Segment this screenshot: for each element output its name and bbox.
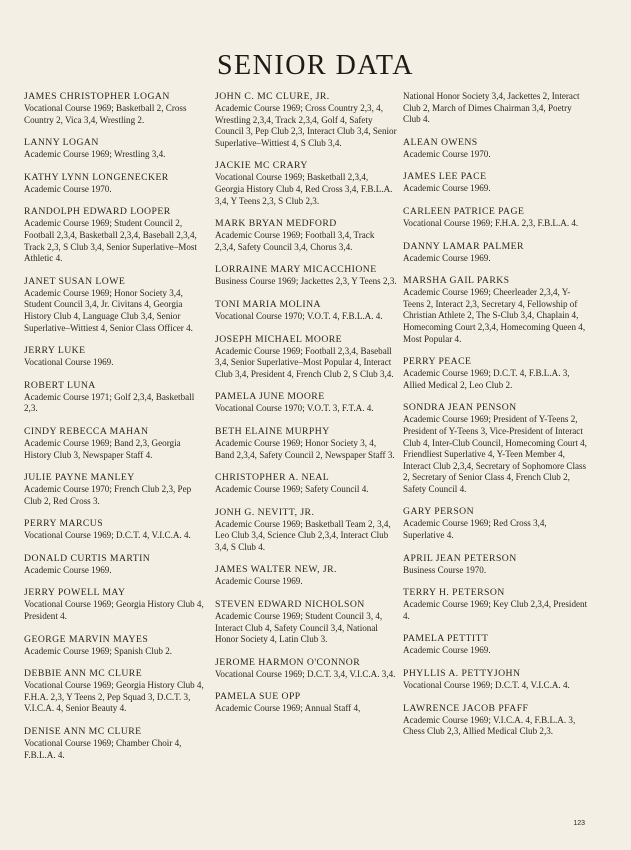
senior-name: PERRY PEACE	[403, 356, 472, 368]
senior-entry	[215, 426, 397, 461]
senior-name: ROBERT LUNA	[24, 379, 96, 391]
senior-entry	[215, 507, 397, 554]
senior-entry	[24, 137, 204, 161]
senior-entry	[24, 91, 204, 126]
senior-name: SONDRA JEAN PENSON	[403, 402, 517, 414]
senior-entry	[24, 206, 204, 264]
senior-description: Academic Course 1969; Safety Council 4.	[215, 484, 369, 495]
senior-description: Academic Course 1969; Wrestling 3,4.	[24, 149, 166, 160]
senior-name: JONH G. NEVITT, JR.	[215, 506, 315, 518]
senior-name: JANET SUSAN LOWE	[24, 275, 126, 287]
page-number: 123	[573, 820, 585, 827]
senior-entry	[215, 691, 397, 715]
senior-name: STEVEN EDWARD NICHOLSON	[215, 599, 365, 611]
senior-description: Academic Course 1969; Annual Staff 4,	[215, 703, 361, 714]
senior-name: PERRY MARCUS	[24, 518, 104, 530]
senior-name: JACKIE MC CRARY	[215, 160, 308, 172]
senior-description: Academic Course 1969.	[403, 252, 491, 263]
senior-name: DENISE ANN MC CLURE	[24, 726, 142, 738]
senior-entry	[215, 391, 397, 415]
senior-entry	[403, 275, 589, 345]
senior-entry	[24, 553, 204, 577]
senior-name: JERRY POWELL MAY	[24, 587, 126, 599]
senior-name: MARSHA GAIL PARKS	[403, 275, 510, 287]
senior-description: Academic Course 1969; Key Club 2,3,4, President 4.	[403, 599, 588, 621]
senior-description: Business Course 1970.	[403, 564, 487, 575]
senior-entry	[24, 587, 204, 622]
senior-name: APRIL JEAN PETERSON	[403, 552, 517, 564]
column-3	[403, 91, 589, 749]
senior-name: JOHN C. MC CLURE, JR.	[215, 91, 330, 102]
senior-name: TONI MARIA MOLINA	[215, 298, 321, 310]
senior-entry	[24, 172, 204, 196]
senior-name: JAMES WALTER NEW, JR.	[215, 564, 337, 576]
senior-name: PHYLLIS A. PETTYJOHN	[403, 668, 521, 680]
senior-entry	[215, 299, 397, 323]
senior-entry	[24, 518, 204, 542]
senior-description: Academic Course 1969; V.I.C.A. 4, F.B.L.A. 3, Chess Club 2,3, Allied Medical Club 2,3.	[403, 714, 576, 737]
senior-name: JOSEPH MICHAEL MOORE	[215, 333, 343, 345]
senior-entry	[24, 426, 204, 461]
senior-entry	[403, 703, 589, 738]
senior-description: Vocational Course 1970; V.O.T. 4, F.B.L.A. 4.	[215, 310, 383, 321]
senior-name: DANNY LAMAR PALMER	[403, 240, 524, 252]
senior-name: TERRY H. PETERSON	[403, 587, 505, 599]
senior-description: Vocational Course 1969; D.C.T. 4, V.I.C.A. 4.	[24, 530, 191, 541]
senior-description: Academic Course 1969; Honor Society 3, 4, Band 2,3,4, Safety Council 2, Newspaper Staff 3.	[215, 437, 395, 460]
senior-entry	[215, 657, 397, 681]
senior-description: Vocational Course 1970; V.O.T. 3, F.T.A. 4.	[215, 403, 374, 414]
senior-name: ALEAN OWENS	[403, 136, 478, 148]
senior-description: Academic Course 1969.	[403, 645, 491, 656]
senior-name: CINDY REBECCA MAHAN	[24, 425, 149, 437]
senior-name: RANDOLPH EDWARD LOOPER	[24, 206, 171, 218]
column-2	[215, 91, 397, 726]
senior-description: Business Course 1969; Jackettes 2,3, Y Teens 2,3.	[215, 276, 397, 287]
senior-entry	[24, 726, 204, 761]
senior-description: Academic Course 1969; President of Y-Teens 2, President of Y-Teens 3, Vice-President of Interact Club 4, Inter-Club Council, Homecoming Court 4, Friendliest Superlative 4, Y-Teen Member 4, Interact Club 2,3,4, Secretary of Sophomore Class 2, Secretary of Senior Class 4, French Club 2, Safety Council 4.	[403, 414, 587, 494]
senior-name: PAMELA JUNE MOORE	[215, 391, 325, 403]
senior-name: CARLEEN PATRICE PAGE	[403, 205, 525, 217]
senior-description: Academic Course 1969; Red Cross 3,4, Superlative 4.	[403, 518, 547, 541]
senior-name: PAMELA SUE OPP	[215, 691, 301, 703]
senior-name: DONALD CURTIS MARTIN	[24, 552, 151, 564]
senior-description: Academic Course 1969; Basketball Team 2, 3,4, Leo Club 3,4, Science Club 2,3,4, Interact Club 3,4, S Club 4.	[215, 518, 391, 552]
senior-description: Academic Course 1969.	[403, 183, 491, 194]
senior-description: Academic Course 1969.	[215, 576, 303, 587]
senior-description: Vocational Course 1969.	[24, 357, 114, 368]
senior-description: Academic Course 1970; French Club 2,3, Pep Club 2, Red Cross 3.	[24, 484, 192, 506]
senior-name: BETH ELAINE MURPHY	[215, 425, 330, 437]
senior-entry	[215, 218, 397, 253]
senior-entry	[403, 506, 589, 541]
senior-entry	[215, 564, 397, 588]
senior-entry	[403, 137, 589, 161]
senior-description: Vocational Course 1969; F.H.A. 2,3, F.B.L.A. 4.	[403, 217, 579, 228]
senior-entry	[403, 553, 589, 577]
senior-description: Vocational Course 1969; Chamber Choir 4, F.B.L.A. 4.	[24, 738, 182, 760]
senior-entry	[403, 241, 589, 265]
senior-entry	[215, 334, 397, 381]
senior-name: MARK BRYAN MEDFORD	[215, 218, 337, 230]
senior-entry	[215, 472, 397, 496]
senior-entry	[403, 356, 589, 391]
senior-entry	[403, 587, 589, 622]
senior-description: Academic Course 1969; Band 2,3, Georgia History Club 3, Newspaper Staff 4.	[24, 437, 181, 460]
senior-description: Vocational Course 1969; Georgia History Club 4, F.H.A. 2,3, Y Teens 2, Pep Squad 3, D.C.T. 3, V.I.C.A. 4, Senior Beauty 4.	[24, 680, 204, 714]
senior-entry	[403, 668, 589, 692]
senior-description: Academic Course 1969; D.C.T. 4, F.B.L.A. 3, Allied Medical 2, Leo Club 2.	[403, 368, 570, 390]
senior-name: GEORGE MARVIN MAYES	[24, 633, 149, 645]
senior-description: Academic Course 1969; Student Council 3, 4, Interact Club 4, Safety Council 3,4, National Honor Society 4, Latin Club 3.	[215, 611, 383, 645]
senior-entry	[403, 402, 589, 495]
senior-entry	[24, 472, 204, 507]
senior-name: KATHY LYNN LONGENECKER	[24, 171, 169, 183]
senior-name: JAMES CHRISTOPHER LOGAN	[24, 91, 170, 102]
senior-entry	[24, 276, 204, 334]
column-1	[24, 91, 204, 772]
senior-description: Academic Course 1969; Cheerleader 2,3,4, Y-Teens 2, Interact 2,3, Secretary 4, Fellowship of Christian Athlete 2, The S-Club 3,4, Chaplain 4, Homecoming Court 2,3,4, Homecoming Queen 4, Most Popular 4.	[403, 287, 586, 344]
senior-description: Vocational Course 1969; Basketball 2, Cross Country 2, Vica 3,4, Wrestling 2.	[24, 103, 187, 125]
page-title: SENIOR DATA	[216, 50, 415, 81]
senior-name: DEBBIE ANN MC CLURE	[24, 668, 143, 680]
senior-entry	[24, 668, 204, 715]
senior-name: JAMES LEE PACE	[403, 171, 487, 183]
senior-description: Academic Course 1969.	[24, 564, 112, 575]
senior-name: JERRY LUKE	[24, 345, 86, 357]
senior-description: Academic Course 1969; Honor Society 3,4, Student Council 3,4, Jr. Civitans 4, Georgia History Club 4, Language Club 3,4, Senior Superlative–Wittiest 4, Senior Class Officer 4.	[24, 287, 193, 333]
senior-description: Vocational Course 1969; D.C.T. 3,4, V.I.C.A. 3,4.	[215, 668, 396, 679]
senior-name: LAWRENCE JACOB PFAFF	[403, 702, 529, 714]
senior-entry	[403, 633, 589, 657]
senior-name: LANNY LOGAN	[24, 137, 99, 149]
senior-description: Academic Course 1969; Student Council 2, Football 2,3,4, Basketball 2,3,4, Baseball 2,3,4, Track 2,3, S Club 3,4, Senior Superlative–Most Athletic 4.	[24, 218, 197, 264]
senior-entry	[24, 380, 204, 415]
senior-entry	[403, 171, 589, 195]
senior-entry	[403, 91, 589, 126]
senior-description: Academic Course 1970.	[403, 148, 491, 159]
senior-name: LORRAINE MARY MICACCHIONE	[215, 264, 377, 276]
senior-description: Academic Course 1969; Football 2,3,4, Baseball 3,4, Senior Superlative–Most Popular 4, Interact Club 3,4, President 4, French Club 2, S Club 3,4.	[215, 345, 394, 379]
senior-entry	[215, 599, 397, 646]
senior-description: Academic Course 1969; Football 3,4, Track 2,3,4, Safety Council 3,4, Chorus 3,4.	[215, 230, 375, 252]
senior-name: JULIE PAYNE MANLEY	[24, 472, 135, 484]
senior-entry	[24, 634, 204, 658]
senior-entry	[403, 206, 589, 230]
senior-description: Academic Course 1969; Spanish Club 2.	[24, 645, 173, 656]
senior-name: JEROME HARMON O'CONNOR	[215, 656, 361, 668]
senior-description: Academic Course 1970.	[24, 183, 112, 194]
senior-entry	[215, 264, 397, 288]
senior-description: Vocational Course 1969; Basketball 2,3,4, Georgia History Club 4, Red Cross 3,4, F.B.L.A. 3,4, Y Teens 2,3, S Club 2,3.	[215, 172, 393, 206]
senior-name: CHRISTOPHER A. NEAL	[215, 472, 330, 484]
senior-entry	[215, 160, 397, 207]
senior-description: Vocational Course 1969; D.C.T. 4, V.I.C.A. 4.	[403, 680, 570, 691]
senior-name: GARY PERSON	[403, 506, 475, 518]
senior-description: Academic Course 1971; Golf 2,3,4, Basketball 2,3.	[24, 391, 195, 414]
senior-entry	[24, 345, 204, 369]
senior-name: PAMELA PETTITT	[403, 633, 489, 645]
senior-description: Academic Course 1969; Cross Country 2,3, 4, Wrestling 2,3,4, Track 2,3,4, Golf 4, Safety Council 3, Pep Club 2,3, Interact Club 3,4, Senior Superlative–Wittiest 4, S Club 3,4.	[215, 103, 397, 148]
senior-description: National Honor Society 3,4, Jackettes 2, Interact Club 2, March of Dimes Chairman 3,4, Poetry Club 4.	[403, 91, 580, 125]
senior-description: Vocational Course 1969; Georgia History Club 4, President 4.	[24, 599, 204, 622]
senior-entry	[215, 91, 397, 149]
